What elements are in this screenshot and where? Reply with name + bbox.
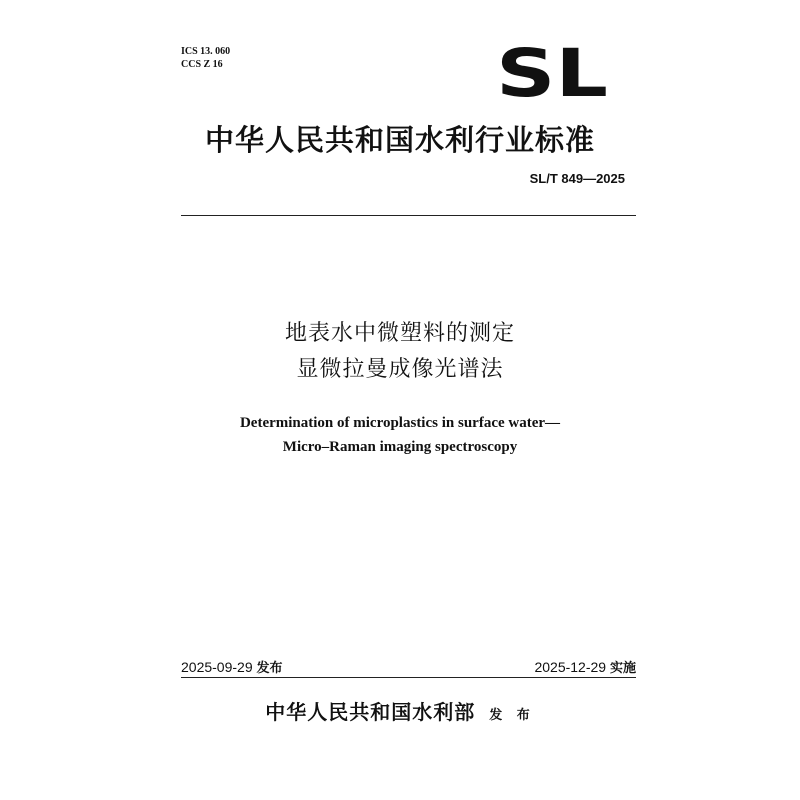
implement-label: 实施 [609,661,636,676]
ccs-code: CCS Z 16 [181,59,223,70]
issuer-name: 中华人民共和国水利部 [265,700,476,724]
en-title-line-2: Micro–Raman imaging spectroscopy [282,439,518,455]
classification-codes [181,45,230,71]
publish-label: 发布 [256,661,283,676]
sl-logo [492,38,612,104]
publish-date: 2025-09-29 [181,659,253,675]
issue-label: 发 布 [489,708,535,723]
standard-number: SL/T 849—2025 [529,171,625,186]
top-divider [181,215,636,216]
sl-logo-text: SL [496,38,608,104]
ics-code: ICS 13. 060 [181,46,231,57]
zh-title-line-2: 显微拉曼成像光谱法 [296,357,504,382]
publish-date-block [181,657,283,676]
en-title-line-1: Determination of microplastics in surface water— [239,415,561,431]
issuer-line [0,696,800,725]
implement-date-block [534,657,636,676]
standard-title: 中华人民共和国水利行业标准 [204,123,595,157]
zh-title-line-1: 地表水中微塑料的测定 [284,321,515,346]
bottom-divider [181,677,636,678]
implement-date: 2025-12-29 [534,659,607,675]
